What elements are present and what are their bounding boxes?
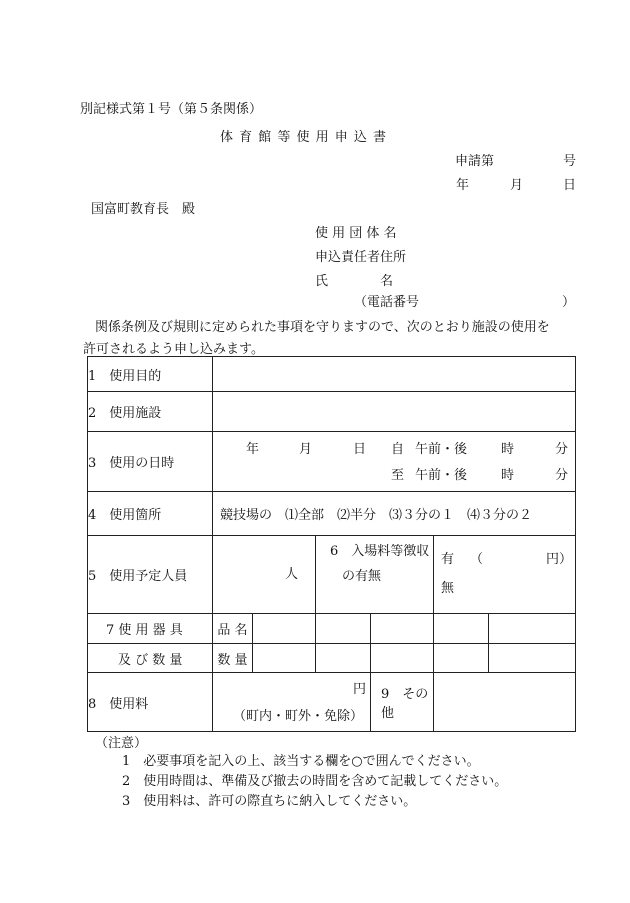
admission-fee-no: 無 (441, 581, 455, 596)
other-field[interactable] (434, 673, 576, 732)
equipment-qty-3[interactable] (371, 644, 434, 673)
note-item: 2 使用時間は、準備及び撤去の時間を含めて記載してください。 (122, 774, 508, 789)
approval-no-suffix: 号 (563, 154, 577, 169)
date-month: 月 (510, 178, 524, 193)
purpose-label: 1 使用目的 (88, 357, 213, 392)
datetime-from: 自 (391, 442, 405, 457)
row-attendance (88, 536, 576, 614)
datetime-to-ampm: 午前・後 (415, 468, 468, 483)
admission-fee-yes-open: （ (470, 552, 484, 567)
equipment-item-label: 品 名 (213, 614, 253, 644)
facility-label: 2 使用施設 (88, 392, 213, 432)
row-equipment-item (88, 614, 576, 644)
admission-fee-field[interactable] (434, 536, 576, 614)
fee-category: （町内・町外・免除） (233, 709, 364, 724)
row-facility (88, 392, 576, 432)
datetime-to-minute: 分 (555, 468, 569, 483)
approval-no-prefix: 申請第 (455, 154, 495, 169)
location-label: 4 使用箇所 (88, 492, 213, 536)
date-day: 日 (563, 178, 577, 193)
row-location (88, 492, 576, 536)
fee-label: 8 使用料 (88, 673, 213, 732)
application-table (87, 356, 576, 732)
equipment-qty-2[interactable] (316, 644, 371, 673)
row-purpose (88, 357, 576, 392)
equipment-item-2[interactable] (316, 614, 371, 644)
datetime-month: 月 (299, 442, 313, 457)
date-year: 年 (456, 178, 470, 193)
equipment-qty-1[interactable] (253, 644, 316, 673)
location-options[interactable]: 競技場の ⑴全部 ⑵半分 ⑶３分の１ ⑷３分の２ (213, 492, 576, 536)
other-label: 9 その他 (371, 673, 434, 732)
equipment-qty-label: 数 量 (213, 644, 253, 673)
datetime-to: 至 (391, 468, 405, 483)
addressee: 国富町教育長 殿 (91, 202, 196, 217)
group-name-label: 使 用 団 体 名 (315, 226, 397, 241)
intro-line-2: 許可されるよう申し込みます。 (83, 342, 264, 357)
admission-fee-label-2: の有無 (342, 569, 382, 584)
datetime-label: 3 使用の日時 (88, 432, 213, 492)
equipment-qty-5[interactable] (489, 644, 576, 673)
attendance-label: 5 使用予定人員 (88, 536, 213, 614)
note-item: 1 必要事項を記入の上、該当する欄を○で囲んでください。 (122, 754, 480, 769)
form-title: 体 育 館 等 使 用 申 込 書 (220, 130, 388, 145)
facility-field[interactable] (213, 392, 576, 432)
datetime-field[interactable] (213, 432, 576, 492)
fee-unit: 円 (353, 682, 367, 697)
notes-heading: （注意） (95, 736, 148, 751)
equipment-label-1: 7 使 用 器 具 (88, 614, 213, 644)
attendance-field[interactable] (213, 536, 316, 614)
admission-fee-label-cell (316, 536, 434, 614)
form-number: 別記様式第１号（第５条関係） (80, 102, 263, 117)
intro-line-1: 関係条例及び規則に定められた事項を守りますので、次のとおり施設の使用を (95, 320, 550, 335)
admission-fee-yes-close: 円） (546, 552, 573, 567)
row-fee (88, 673, 576, 732)
datetime-from-hour: 時 (501, 442, 515, 457)
datetime-from-ampm: 午前・後 (415, 442, 468, 457)
note-item: 3 使用料は、許可の際直ちに納入してください。 (122, 794, 417, 809)
datetime-to-hour: 時 (501, 468, 515, 483)
equipment-item-1[interactable] (253, 614, 316, 644)
datetime-from-minute: 分 (555, 442, 569, 457)
row-datetime (88, 432, 576, 492)
phone-label: （電話番号 (354, 295, 420, 310)
datetime-day: 日 (353, 442, 367, 457)
equipment-item-4[interactable] (434, 614, 489, 644)
attendance-unit: 人 (285, 567, 299, 582)
equipment-qty-4[interactable] (434, 644, 489, 673)
row-equipment-qty (88, 644, 576, 673)
admission-fee-label-1: 6 入場料等徴収 (330, 544, 430, 559)
equipment-item-3[interactable] (371, 614, 434, 644)
phone-close: ） (562, 295, 576, 310)
admission-fee-yes: 有 (441, 552, 455, 567)
address-label: 申込責任者住所 (315, 250, 407, 265)
name-label-1: 氏 (315, 274, 329, 289)
datetime-year: 年 (246, 442, 260, 457)
equipment-label-2: 及 び 数 量 (88, 644, 213, 673)
purpose-field[interactable] (213, 357, 576, 392)
name-label-2: 名 (380, 274, 394, 289)
fee-field[interactable] (213, 673, 371, 732)
equipment-item-5[interactable] (489, 614, 576, 644)
